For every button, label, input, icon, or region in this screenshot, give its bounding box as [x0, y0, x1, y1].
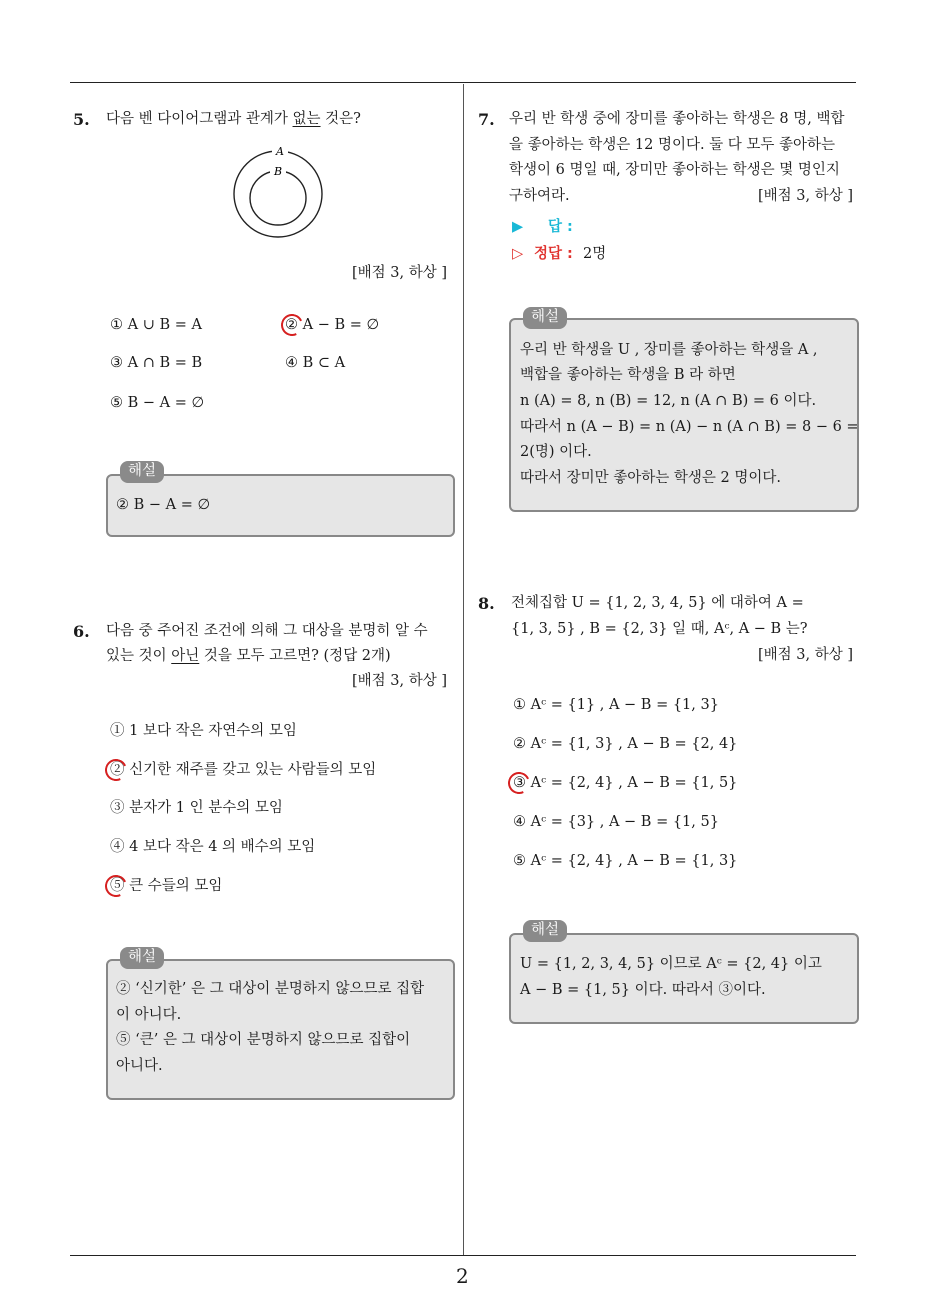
q7-number: 7. — [478, 110, 495, 129]
q6-option-5[interactable]: ⑤ 큰 수들의 모임 — [110, 878, 223, 894]
q7-explanation-line1: 우리 반 학생을 U , 장미를 좋아하는 학생을 A , — [520, 342, 818, 358]
q7-correct-marker: ▷ — [512, 246, 524, 262]
venn-outer-circle — [234, 151, 322, 237]
q7-prompt-line4: 구하여라. — [509, 188, 570, 204]
q5-explanation-tag: 해설 — [120, 461, 164, 483]
q8-score: [배점 3, 하상 ] — [758, 647, 854, 663]
q6-option-3[interactable]: ③ 분자가 1 인 분수의 모임 — [110, 800, 283, 816]
q5-explanation-text: ② B − A = ∅ — [116, 497, 211, 513]
q8-option-4[interactable]: ④ Aᶜ = {3} , A − B = {1, 5} — [513, 814, 719, 830]
q6-prompt-line1: 다음 중 주어진 조건에 의해 그 대상을 분명히 알 수 — [106, 623, 428, 639]
q6-score: [배점 3, 하상 ] — [352, 673, 448, 689]
q8-option-3[interactable]: ③ Aᶜ = {2, 4} , A − B = {1, 5} — [513, 775, 738, 791]
venn-diagram — [230, 146, 330, 242]
q7-prompt-line2: 을 좋아하는 학생은 12 명이다. 둘 다 모두 좋아하는 — [509, 137, 836, 153]
q8-explanation-line1: U = {1, 2, 3, 4, 5} 이므로 Aᶜ = {2, 4} 이고 — [520, 956, 822, 972]
q7-explanation-tag: 해설 — [523, 307, 567, 329]
q7-prompt-line3: 학생이 6 명일 때, 장미만 좋아하는 학생은 몇 명인지 — [509, 162, 840, 178]
q7-prompt-line1: 우리 반 학생 중에 장미를 좋아하는 학생은 8 명, 백합 — [509, 111, 845, 127]
q8-number: 8. — [478, 594, 495, 613]
q6-explanation-line2: 이 아니다. — [116, 1007, 182, 1023]
q5-option-5[interactable]: ⑤ B − A = ∅ — [110, 395, 205, 411]
q7-explanation-line2: 백합을 좋아하는 학생을 B 라 하면 — [520, 367, 736, 383]
q6-prompt-line2: 있는 것이 아닌 것을 모두 고르면? (정답 2개) — [106, 648, 391, 664]
q6-explanation-line3: ⑤ ‘큰’ 은 그 대상이 분명하지 않으므로 집합이 — [116, 1032, 411, 1048]
venn-label-b: B — [274, 165, 283, 178]
q5-score: [배점 3, 하상 ] — [352, 265, 448, 281]
venn-inner-circle — [250, 171, 306, 225]
q6-explanation-line4: 아니다. — [116, 1058, 163, 1074]
q8-prompt-line2: {1, 3, 5} , B = {2, 3} 일 때, Aᶜ, A − B 는? — [511, 621, 808, 637]
top-rule — [70, 82, 856, 83]
q5-number: 5. — [73, 110, 90, 129]
q7-explanation-line3: n (A) = 8, n (B) = 12, n (A ∩ B) = 6 이다. — [520, 393, 817, 409]
q7-score: [배점 3, 하상 ] — [758, 188, 854, 204]
q6-option-4[interactable]: ④ 4 보다 작은 4 의 배수의 모임 — [110, 839, 316, 855]
q6-option-1[interactable]: ① 1 보다 작은 자연수의 모임 — [110, 723, 297, 739]
q5-option-3[interactable]: ③ A ∩ B = B — [110, 355, 203, 371]
q7-correct-value: 2명 — [583, 246, 607, 262]
q8-prompt-line1: 전체집합 U = {1, 2, 3, 4, 5} 에 대하여 A = — [511, 595, 804, 611]
bottom-rule — [70, 1255, 856, 1256]
q5-option-1[interactable]: ① A ∪ B = A — [110, 317, 202, 333]
q8-explanation-line2: A − B = {1, 5} 이다. 따라서 ③이다. — [520, 982, 766, 998]
venn-label-a: A — [276, 146, 284, 158]
q7-correct-label: 정답 : — [534, 246, 573, 262]
q7-explanation-line6: 따라서 장미만 좋아하는 학생은 2 명이다. — [520, 470, 781, 486]
q6-option-2[interactable]: ② 신기한 재주를 갖고 있는 사람들의 모임 — [110, 762, 377, 778]
page-number: 2 — [456, 1264, 469, 1288]
q6-number: 6. — [73, 622, 90, 641]
q8-option-2[interactable]: ② Aᶜ = {1, 3} , A − B = {2, 4} — [513, 736, 738, 752]
column-divider — [463, 84, 464, 1256]
q8-option-5[interactable]: ⑤ Aᶜ = {2, 4} , A − B = {1, 3} — [513, 853, 738, 869]
q6-explanation-line1: ② ‘신기한’ 은 그 대상이 분명하지 않으므로 집합 — [116, 981, 425, 997]
q5-prompt: 다음 벤 다이어그램과 관계가 없는 것은? — [106, 111, 361, 127]
q5-option-2[interactable]: ② A − B = ∅ — [285, 317, 380, 333]
q7-explanation-line5: 2(명) 이다. — [520, 444, 592, 460]
q8-explanation-box — [509, 933, 859, 1024]
q6-explanation-tag: 해설 — [120, 947, 164, 969]
q7-answer-label: 답 : — [548, 219, 573, 235]
q7-answer-marker: ▶ — [512, 219, 524, 235]
q7-explanation-line4: 따라서 n (A − B) = n (A) − n (A ∩ B) = 8 − 6 = — [520, 419, 859, 435]
q8-explanation-tag: 해설 — [523, 920, 567, 942]
q5-option-4[interactable]: ④ B ⊂ A — [285, 355, 346, 371]
q8-option-1[interactable]: ① Aᶜ = {1} , A − B = {1, 3} — [513, 697, 719, 713]
